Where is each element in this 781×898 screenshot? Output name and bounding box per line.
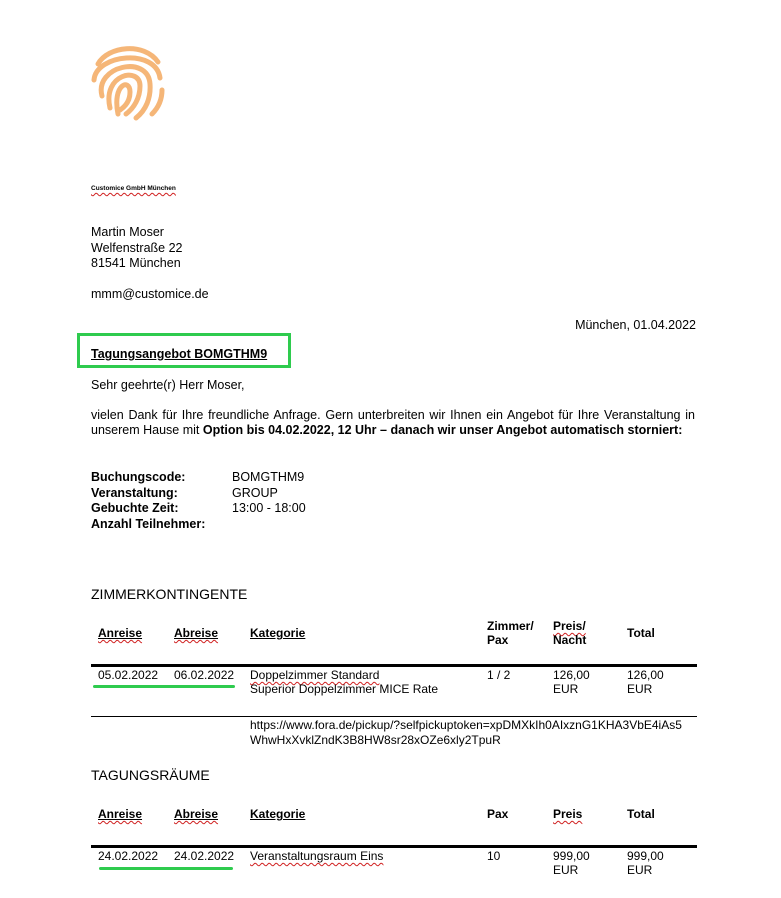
greeting: Sehr geehrte(r) Herr Moser, [91,378,245,392]
meeting-dates-highlight [99,867,233,870]
rooms-row-departure: 06.02.2022 [174,668,235,682]
intro-paragraph: vielen Dank für Ihre freundliche Anfrage. Gern unterbreiten wir Ihnen ein Angebot für Ihre Veranstaltung in unserem Hause mit Option bis 04.02.2022, 12 Uhr – danach wir unser Angebot automatisch storniert: [91,408,695,437]
subject-title: Tagungsangebot BOMGTHM9 [91,347,268,361]
meeting-header-pax: Pax [487,807,509,821]
meeting-header-price: Preis [553,807,583,821]
fingerprint-logo-icon [88,40,168,122]
booking-details [91,470,306,532]
meeting-row-category: Veranstaltungsraum Eins [250,849,384,863]
rooms-header-arrival: Anreise [98,626,143,640]
rooms-row-arrival: 05.02.2022 [98,668,159,682]
rooms-table-top-rule [91,664,697,667]
rooms-dates-highlight [93,685,235,688]
meeting-row-pax: 10 [487,849,501,863]
meeting-row-price: 999,00 EUR [553,849,590,877]
detail-row: Veranstaltung: GROUP [91,485,278,500]
meeting-row-arrival: 24.02.2022 [98,849,159,863]
recipient-street: Welfenstraße 22 [91,240,183,255]
sender-line: Customice GmbH München [91,185,176,192]
date-line: München, 01.04.2022 [575,318,696,332]
rooms-header-departure: Abreise [174,626,219,640]
meeting-header-total: Total [627,807,655,821]
recipient-address [91,225,182,272]
rooms-header-total: Total [627,626,655,640]
meeting-header-departure: Abreise [174,807,219,821]
detail-row: Anzahl Teilnehmer: [91,516,206,531]
meeting-row-total: 999,00 EUR [627,849,664,877]
meeting-row-departure: 24.02.2022 [174,849,235,863]
rooms-header-rooms-pax: Zimmer/ Pax [487,619,534,647]
rooms-header-price: Preis/ Nacht [553,619,587,647]
pickup-link[interactable]: https://www.fora.de/pickup/?selfpickuptoken=xpDMXkIh0AIxznG1KHA3VbE4iAs5WhwHxXvklZndK3B8HW8sr28xOZe6xly2TpuR [250,718,682,747]
rooms-row-rooms-pax: 1 / 2 [487,668,511,682]
recipient-email: mmm@customice.de [91,287,209,301]
rooms-section-title: ZIMMERKONTINGENTE [91,586,248,602]
rooms-row-category: Doppelzimmer Standard Superior Doppelzimmer MICE Rate [250,668,439,696]
recipient-name: Martin Moser [91,225,164,239]
detail-row: Gebuchte Zeit: 13:00 - 18:00 [91,501,306,515]
meeting-table-top-rule [91,845,697,848]
rooms-row-total: 126,00 EUR [627,668,664,696]
rooms-row-price: 126,00 EUR [553,668,590,696]
meeting-section-title: TAGUNGSRÄUME [91,767,210,783]
rooms-header-category: Kategorie [250,626,306,640]
meeting-header-arrival: Anreise [98,807,143,821]
recipient-city: 81541 München [91,256,181,270]
rooms-table-bottom-rule [91,716,697,717]
meeting-header-category: Kategorie [250,807,306,821]
detail-row: Buchungscode: BOMGTHM9 [91,470,305,484]
